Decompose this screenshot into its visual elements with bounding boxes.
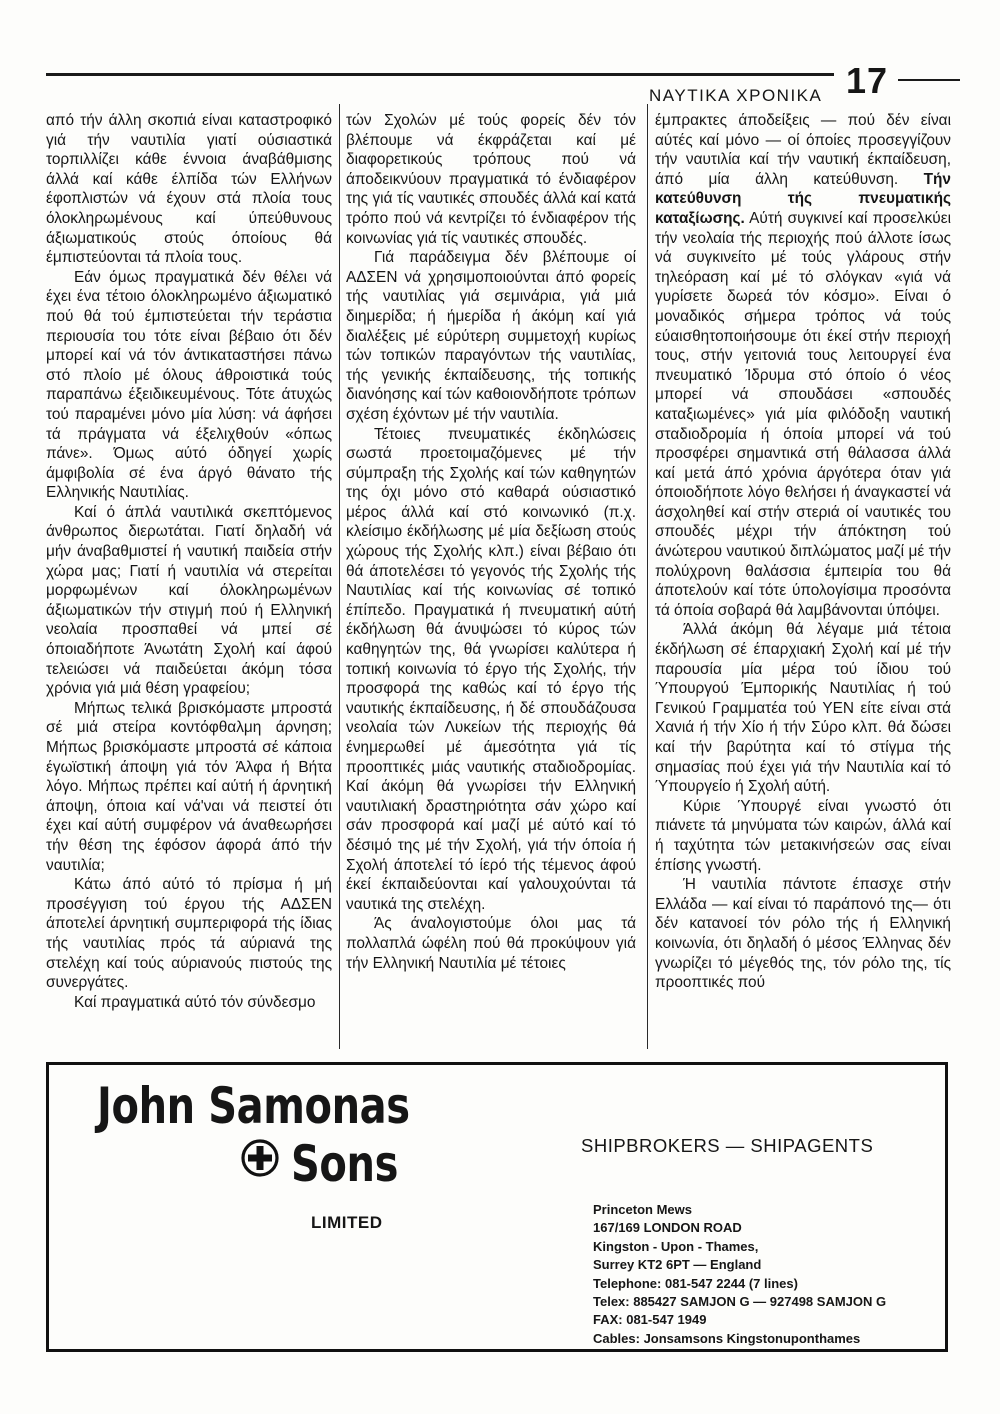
paragraph: Μήπως τελικά βρισκόμαστε μπροστά σέ μιά στείρα κοντόφθαλμη άρνηση; Μήπως βρισκόμαστε μπροστά σέ κάποια έγωϊστική άποψη γιά τόν Άλφα ή Βήτα λόγο. Μήπως πρέπει καί αύτή ή άρνητική άποψη, όποια καί νά'ναι νά πειστεί ότι έχει καί αύτή συμφέρον νά άναθεωρήσει τήν θέση της έφόσον άφορά άπό τήν ναυτιλία; [46,699,332,874]
header-rule-right [898,79,960,81]
paragraph-text: Αύτή συγκινεί καί προσελκύει τήν νεολαία τής περιοχής πού άλλοτε ίσως νά συγκινείτο μέ τούς γλάρους στήν τηλεόραση καί μέ τό σλόγκαν «γιά νά γυρίσετε δωρεά τόν κόσμο». Είναι ό μοναδικός σήμερα τρόπος νά τούς εύαισθητοποιήσουμε ότι έκεί στήν περιοχή τους, στήν γειτονιά τους λειτουργεί ένα πνευματικό Ίδρυμα στό όποίο ό νέος μπορεί νά σπουδάσει «σπουδές καταξιωμένες» γιά μία φιλόδοξη ναυτική σταδιοδρομία ή όποία μπορεί νά τού προσφέρει σημαντικά στή θάλασσα άλλά καί μετά άπό χρόνια άργότερα όταν γιά όποιοδήποτε λόγο θελήσει ή άναγκαστεί νά άσχοληθεί καί στήν στεριά οί ναυτικές του σπουδές μέχρι τήν άπόκτηση τού άνώτερου ναυτικού διπλώματος μαζί μέ τήν πολύχρονη θαλάσσια έμπειρία του θά άποτελούν καί τότε ύπολογίσιμα προσόντα τά όποία σοβαρά θά λαμβάνονται ύπόψει. [655,209,951,619]
header-rule [46,73,834,76]
article-column-2 [346,111,636,973]
paragraph: Κάτω άπό αύτό τό πρίσμα ή μή προσέγγιση τού έργου τής ΑΔΣΕΝ άποτελεί άρνητική συμπεριφορά τής ίδιας τής ναυτιλίας πρός τά αύριανά της στελέχη καί τούς αύριανούς πιστούς της συνεργάτες. [46,876,332,992]
page-number: 17 [846,60,889,101]
paragraph: Γιά παράδειγμα δέν βλέπουμε οί ΑΔΣΕΝ νά χρησιμοποιούνται άπό φορείς τής ναυτιλίας γιά σεμινάρια, γιά μιά διημερίδα; ή ήμερίδα ή άκόμη καί γιά διαλέξεις μέ εύρύτερη συμμετοχή κυρίως τών τοπικών παραγόντων τής ναυτιλίας, τής γενικής έκπαίδευσης, τής τοπικής διανόησης καί τών καθοιονδήποτε τρόπων σχέση έχόντων μέ τήν ναυτιλία. [346,249,636,423]
paragraph-text: έμπρακτες άποδείξεις — πού δέν είναι αύτές καί μόνο — οί όποίες προσεγγίζουν τήν ναυτιλία καί τήν ναυτική έκπαίδευση, άπό μία άλλη κατεύθυνση. [655,112,951,188]
paragraph: Καί πραγματικά αύτό τόν σύνδεσμο [74,993,316,1011]
article-column-1 [46,111,332,1012]
cables-line: Cables: Jonsamsons Kingstonuponthames [593,1330,861,1346]
paragraph: Εάν όμως πραγματικά δέν θέλει νά έχει ένα τέτοιο όλοκληρωμένο άξιωματικό πού θά τού έμπιστεύεται τήν τεράστια περιουσία του τότε είναι βέβαιο ότι δέν μπορεί καί νά τόν άντικαταστήσει πάνω στό πλοίο μέ όλους άθροιστικά τούς παραπάνω έξειδικευμένους. Τότε άτυχώς τού παραμένει μόνο μία λύση: νά άφήσει τά πράγματα νά έξελιχθούν «όπως πάνε». Όμως αύτό όδηγεί χωρίς άμφιβολία σέ ένα άργό θάνατο τής Ελληνικής Ναυτιλίας. [46,268,332,502]
paragraph: Καί ό άπλά ναυτιλικά σκεπτόμενος άνθρωπος διερωτάται. Γιατί δηλαδή νά μήν άναβαθμιστεί ή ναυτική παιδεία στήν χώρα μας; Γιατί ή ναυτιλία νά στερείται μορφωμένων καί όλοκληρωμένων άξιωματικών τήν στιγμή πού ή Ελληνική νεολαία προσπαθεί νά μπεί σέ όποιαδήποτε Άνωτάτη Σχολή καί άφού τελειώσει νά παιδεύεται άκόμη τόσα χρόνια γιά μιά θέση γραφείου; [46,503,332,698]
running-title: ΝΑΥΤΙΚΑ ΧΡΟΝΙΚΑ [649,86,823,105]
paragraph: Άς άναλογιστούμε όλοι μας τά πολλαπλά ώφέλη πού θά προκύψουν γιά τήν Ελληνική Ναυτιλία μέ τέτοιες [346,915,636,972]
company-limited: LIMITED [311,1213,383,1232]
company-address [593,1201,886,1348]
telephone-line: Telephone: 081-547 2244 (7 lines) [593,1275,798,1291]
address-line: Surrey KT2 6PT — England [593,1257,762,1273]
column-divider [339,104,340,1049]
paragraph [655,111,951,620]
paragraph: Τέτοιες πνευματικές έκδηλώσεις σωστά προετοιμαζόμενες μέ τήν σύμπραξη τής Σχολής καί τών καθηγητών της όχι μόνο στό καθαρά ούσιαστικό μέρος άλλά καί στό κοινωνικό (π.χ. κλείσιμο έκδήλωσης μέ μία δεξίωση στούς χώρους τής Σχολής κλπ.) είναι βέβαιο ότι θά άποτελέσει τό γεγονός τής Σχολής τής Ναυτιλίας καί τής κοινωνίας σέ τοπικό έπίπεδο. Πραγματικά ή πνευματική αύτή έκδήλωση θά άνυψώσει τό κύρος τών καθηγητών της, θά γνωρίσει καλύτερα ή τοπική κοινωνία τό έργο τής Σχολής, τήν προσφορά της καθώς καί τό έργο τής ναυτικής έκπαίδευσης, ή δέ σπουδάζουσα νεολαία τών Λυκείων τής περιοχής θά ένημερωθεί μέ άμεσότητα γιά τίς προοπτικές μιάς ναυτικής σταδιοδρομίας. Καί άκόμη θά γνωρίσει τήν Ελληνική ναυτιλιακή δραστηριότητα σάν χώρο καί σάν προσφορά καί μαζί μέ αύτό καί τό δέσιμό της μέ τήν Σχολή, γιά τήν όποία ή Σχολή άποτελεί τό ίερό τής τέμενος άφού έκεί έκπαιδεύονται καί γαλουχούνται τά ναυτικά της στελέχη. [346,425,636,913]
fax-line: FAX: 081-547 1949 [593,1312,707,1328]
paragraph: Ή ναυτιλία πάντοτε έπασχε στήν Ελλάδα — καί είναι τό παράπονό της— ότι δέν κατανοεί τόν ρόλο τής ή Ελληνική κοινωνία, ότι δηλαδή ό μέσος Έλληνας δέν γνωρίζει τό μέγεθός της, τόν ρόλο της, τίς προοπτικές πού [655,876,951,992]
address-line: Princeton Mews [593,1202,692,1217]
address-line: Kingston - Upon - Thames, [593,1238,759,1254]
telex-line: Telex: 885427 SAMJON G — 927498 SAMJON G [593,1294,887,1310]
paragraph: Άλλά άκόμη θά λέγαμε μιά τέτοια έκδήλωση σέ έπαρχιακή Σχολή καί μέ τήν παρουσία μία μέρα τού ίδιου τού Ύπουργού Έμπορικής Ναυτιλίας ή τού Γενικού Γραμματέα τού ΥΕΝ είτε είναι στά Χανιά ή τήν Χίο ή τήν Σύρο κλπ. θά δώσει καί τήν βαρύτητα καί τό στίγμα τής σημασίας πού έχει γιά τήν Ναυτιλία καί τό Ύπουργείο ή Σχολή αύτή. [655,621,951,796]
paragraph: τών Σχολών μέ τούς φορείς δέν τόν βλέπουμε νά έκφράζεται καί μέ διαφορετικούς τρόπους πού νά άποδεικνύουν πραγματικά τό ένδιαφέρον της γιά τίς ναυτικές σπουδές άλλά καί κατά τρόπο πού νά κεντρίζει τό ένδιαφέρον τής κοινωνίας γιά τίς ναυτικές σπουδές. [346,112,636,247]
company-name-sons: Sons [291,1135,398,1193]
bold-phrase: Τήν κατεύθυνση τής πνευματικής καταξίωσης. [655,170,951,227]
company-tagline: SHIPBROKERS — SHIPAGENTS [581,1135,874,1156]
advertisement-box [46,1062,948,1352]
paragraph: Κύριε Ύπουργέ είναι γνωστό ότι πιάνετε τά μηνύματα τών καιρών, άλλά καί ή ταχύτητα τών μετακινήσεών σας είναι έπίσης γνωστή. [655,797,951,874]
article-column-3 [655,111,951,993]
column-divider [647,104,648,1049]
company-name: John Samonas [97,1077,410,1135]
address-line: 167/169 LONDON ROAD [593,1220,742,1236]
plus-logo-icon [241,1139,279,1177]
paragraph: από τήν άλλη σκοπιά είναι καταστροφικό γιά τήν ναυτιλία γιατί ούσιαστικά τορπιλλίζει κάθε έννοια άναβάθμισης άλλά καί κάθε έλπίδα τών Ελλήνων έφοπλιστών νά έχουν στά πλοία τους όλοκληρωμένους καί ύπεύθυνους άξιωματικούς στούς όποίους θά έμπιστεύονται τά πλοία τους. [46,112,332,267]
